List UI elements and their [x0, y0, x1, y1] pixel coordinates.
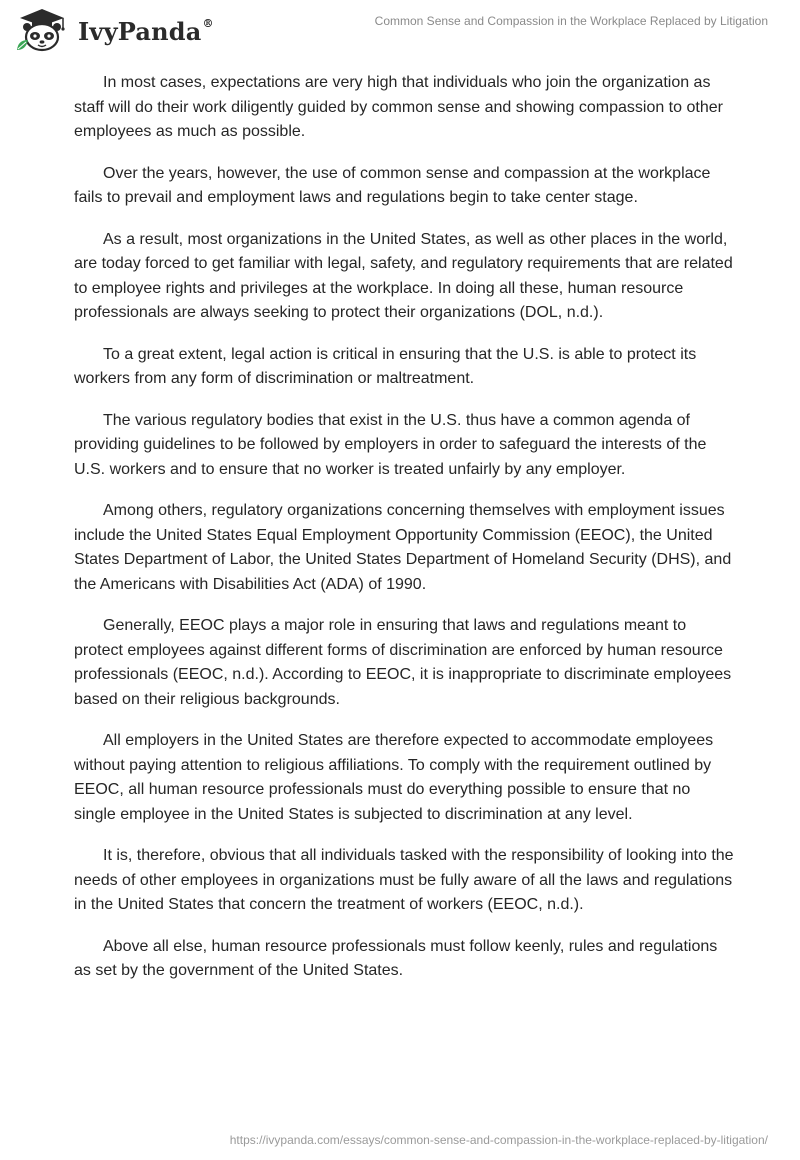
brand-name-text: IvyPanda: [78, 16, 202, 46]
paragraph: The various regulatory bodies that exist in the U.S. thus have a common agenda of providing guidelines to be followed by employers in order to safeguard the interests of the U.S. workers and to ensure that no worker is treated unfairly by any employer.: [74, 411, 707, 478]
paragraph: Among others, regulatory organizations concerning themselves with employment issues include the United States Equal Employment Opportunity Commission (EEOC), the United States Department of Labor, the United States Department of Homeland Security (DHS), and the Americans with Disabilities Act (ADA) of 1990.: [74, 502, 732, 593]
paragraph: Over the years, however, the use of common sense and compassion at the workplace fails to prevail and employment laws and regulations begin to take center stage.: [74, 164, 711, 206]
paragraph: In most cases, expectations are very high that individuals who join the organization as staff will do their work diligently guided by common sense and showing compassion to other employees as much as possible.: [74, 74, 723, 140]
brand-logo[interactable]: [12, 6, 214, 54]
brand-name: [78, 17, 214, 46]
paragraph: Above all else, human resource professionals must follow keenly, rules and regulations as set by the government of the United States.: [74, 937, 718, 979]
page-header: [0, 0, 800, 60]
document-title: Common Sense and Compassion in the Workplace Replaced by Litigation: [374, 14, 768, 28]
registered-mark: ®: [202, 16, 214, 30]
paragraph: All employers in the United States are therefore expected to accommodate employees without paying attention to religious affiliations. To comply with the requirement outlined by EEOC, all human resource professionals must do everything possible to ensure that no single employee in the United States is subjected to discrimination at any level.: [74, 732, 714, 823]
source-url[interactable]: https://ivypanda.com/essays/common-sense-and-compassion-in-the-workplace-replaced-by-litigation/: [229, 1133, 768, 1147]
paragraph: It is, therefore, obvious that all individuals tasked with the responsibility of looking into the needs of other employees in organizations must be fully aware of all the laws and regulations in the United States that concern the treatment of workers (EEOC, n.d.).: [74, 847, 734, 913]
essay-body: [74, 71, 734, 1001]
paragraph: As a result, most organizations in the United States, as well as other places in the world, are today forced to get familiar with legal, safety, and regulatory requirements that are related to employee rights and privileges at the workplace. In doing all these, human resource professionals are always seeking to protect their organizations (DOL, n.d.).: [74, 230, 733, 321]
paragraph: Generally, EEOC plays a major role in ensuring that laws and regulations meant to protect employees against different forms of discrimination are enforced by human resource professionals (EEOC, n.d.). According to EEOC, it is inappropriate to discriminate employees based on their religious backgrounds.: [74, 617, 732, 708]
paragraph: To a great extent, legal action is critical in ensuring that the U.S. is able to protect its workers from any form of discrimination or maltreatment.: [74, 345, 697, 387]
panda-graduate-icon: [12, 6, 72, 54]
